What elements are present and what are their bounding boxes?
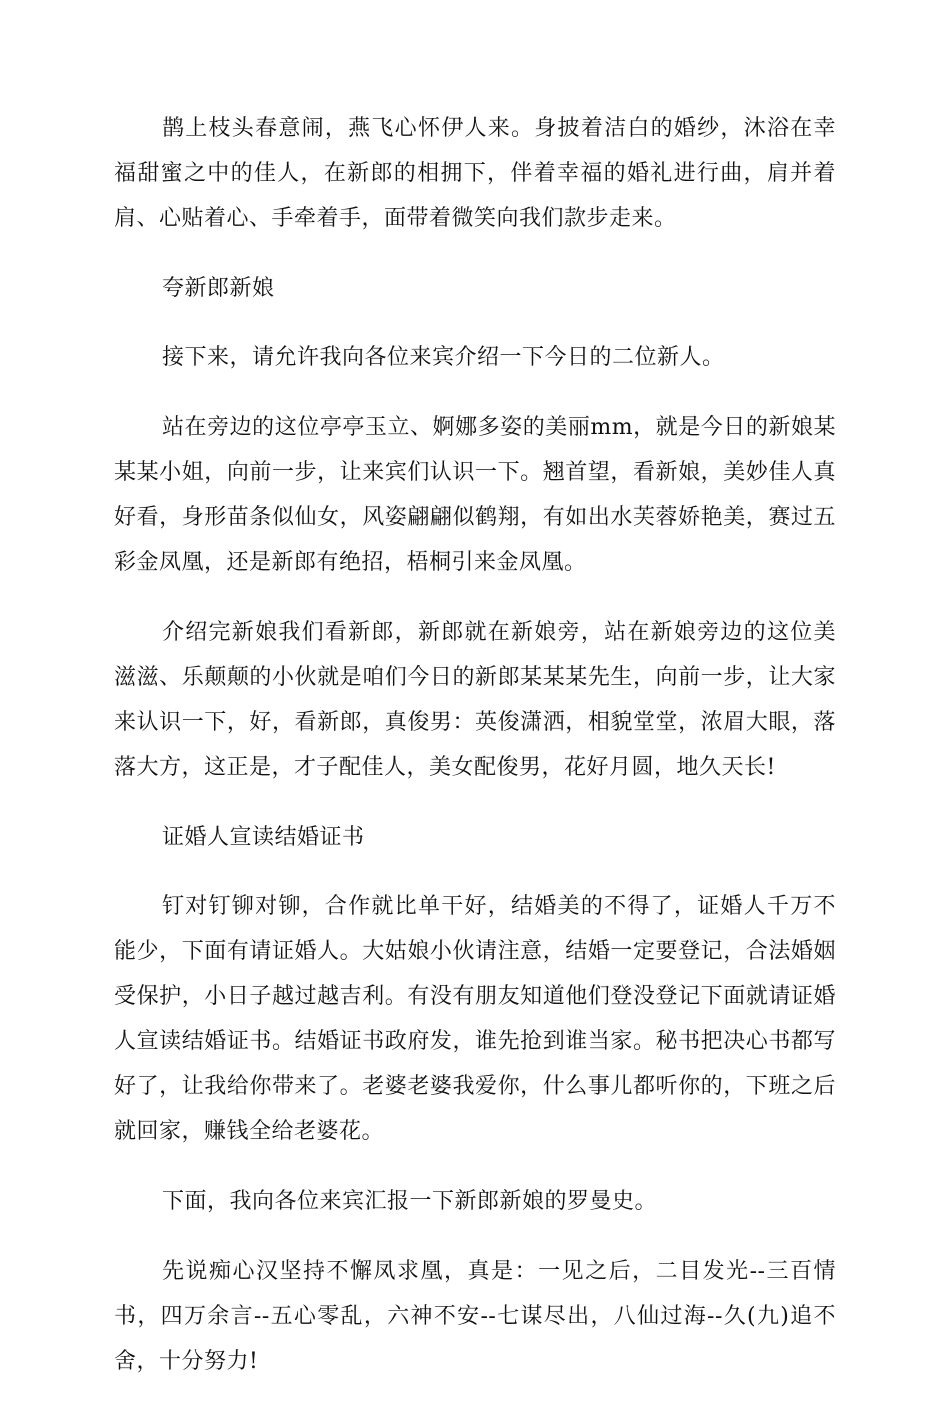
paragraph-intro: 鹊上枝头春意闹，燕飞心怀伊人来。身披着洁白的婚纱，沐浴在幸福甜蜜之中的佳人，在新郎的相拥下，伴着幸福的婚礼进行曲，肩并着肩、心贴着心、手牵着手，面带着微笑向我们款步走来。 (114, 116, 836, 231)
document-body (114, 106, 836, 1409)
paragraph-bride: 站在旁边的这位亭亭玉立、婀娜多姿的美丽mm，就是今日的新娘某某某小姐，向前一步，让来宾们认识一下。翘首望，看新娘，美妙佳人真好看，身形苗条似仙女，风姿翩翩似鹤翔，有如出水芙蓉娇艳美，赛过五彩金凤凰，还是新郎有绝招，梧桐引来金凤凰。 (114, 415, 836, 575)
paragraph-groom: 介绍完新娘我们看新郎，新郎就在新娘旁，站在新娘旁边的这位美滋滋、乐颠颠的小伙就是咱们今日的新郎某某某先生，向前一步，让大家来认识一下，好，看新郎，真俊男：英俊潇洒，相貌堂堂，浓眉大眼，落落大方，这正是，才子配佳人，美女配俊男，花好月圆，地久天长! (114, 620, 836, 780)
section-heading-certificate: 证婚人宣读结婚证书 (162, 825, 365, 850)
paragraph-romance-intro: 下面，我向各位来宾汇报一下新郎新娘的罗曼史。 (162, 1189, 658, 1214)
paragraph-certificate: 钉对钉铆对铆，合作就比单干好，结婚美的不得了，证婚人千万不能少，下面有请证婚人。大姑娘小伙请注意，结婚一定要登记，合法婚姻受保护，小日子越过越吉利。有没有朋友知道他们登没登记下面就请证婚人宣读结婚证书。结婚证书政府发，谁先抢到谁当家。秘书把决心书都写好了，让我给你带来了。老婆老婆我爱你，什么事儿都听你的，下班之后就回家，赚钱全给老婆花。 (114, 894, 836, 1144)
section-heading-praise: 夸新郎新娘 (162, 276, 275, 301)
paragraph-romance: 先说痴心汉坚持不懈凤求凰，真是：一见之后，二目发光--三百情书，四万余言--五心零乱，六神不安--七谋尽出，八仙过海--久(九)追不舍，十分努力! (114, 1259, 836, 1374)
paragraph-introduce-couple: 接下来，请允许我向各位来宾介绍一下今日的二位新人。 (162, 345, 725, 370)
